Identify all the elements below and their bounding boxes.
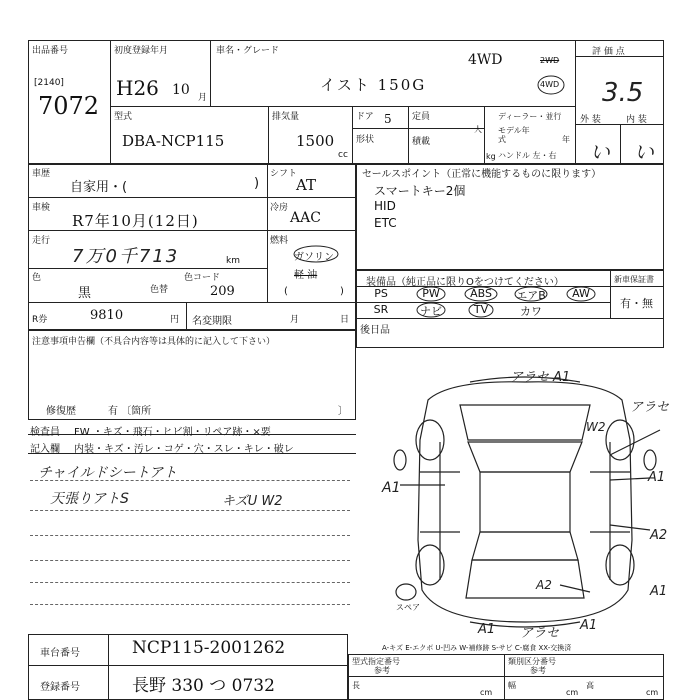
fuel-circle <box>290 244 346 264</box>
car-name: イスト 150G <box>320 76 427 94</box>
seats-label: 定員 <box>412 112 431 122</box>
sales-label: セールスポイント（正常に機能するものに限ります） <box>362 169 602 180</box>
int-grade: い <box>634 140 654 164</box>
warranty-label: 新車保証書 <box>614 275 654 284</box>
reg-era: H26 <box>116 76 159 100</box>
doors: 5 <box>384 112 392 126</box>
disp-label: 排気量 <box>272 112 300 122</box>
history-close: ) <box>254 176 260 191</box>
score-label: 評 価 点 <box>592 47 625 57</box>
recycle-unit: 円 <box>170 315 180 325</box>
year-unit: 年 <box>562 135 570 144</box>
inspect-label: 検査員 <box>30 427 60 438</box>
model-code: DBA-NCP115 <box>122 132 225 150</box>
mark-front-right: アラセ <box>630 400 670 415</box>
dealer-label: ディーラー・並行 <box>498 112 562 121</box>
mark-front: アラセ A1 <box>510 370 571 385</box>
person-unit: 人 <box>474 125 482 134</box>
reg-month-unit: 月 <box>198 93 208 103</box>
fuel-gas: ガソリン <box>294 252 334 263</box>
rear-seat-label: 後日品 <box>360 325 390 336</box>
chassis-label: 車台番号 <box>40 648 80 659</box>
reg-label: 初度登録年月 <box>114 46 169 56</box>
spare-label: スペア <box>396 603 420 612</box>
warranty-value: 有・無 <box>620 297 653 310</box>
lot-label: 出品番号 <box>32 46 69 56</box>
repair-close: 〕 <box>338 406 348 417</box>
reg-month: 10 <box>172 82 190 98</box>
color-value: 黒 <box>78 286 92 301</box>
equip-circles <box>356 284 610 320</box>
handle-label: ハンドル 左・右 <box>498 151 557 160</box>
mark-rear-center: アラセ <box>520 626 560 641</box>
history-label: 車歴 <box>32 169 51 179</box>
color-code-label: 色コード <box>184 273 221 283</box>
inspection-value: R7年10月(12日) <box>72 212 199 230</box>
disp-unit: cc <box>338 150 348 160</box>
type-designation-label: 型式指定番号 <box>352 657 400 666</box>
mileage-label: 走行 <box>32 236 51 246</box>
mark-rear-a1-right: A1 <box>580 618 598 633</box>
int-label: 内 装 <box>626 115 647 125</box>
mark-rear-a2: A2 <box>536 578 552 592</box>
entry-label: 記入欄 <box>30 444 60 455</box>
mileage-unit: km <box>226 256 240 266</box>
name-label: 車名・グレード <box>216 46 280 56</box>
displacement: 1500 <box>296 132 335 150</box>
fuel-paren-open: ( <box>284 286 288 297</box>
plate-label: 登録番号 <box>40 682 80 693</box>
ac-label: 冷房 <box>270 203 289 213</box>
equip-ps: PS <box>374 287 388 300</box>
mark-right-w2: W2 <box>586 420 606 434</box>
sales-point: HID <box>374 199 396 213</box>
repair-label: 修復歴 <box>46 406 76 417</box>
recycle-label: R券 <box>32 315 48 325</box>
entry-row: 内装・キズ・汚レ・コゲ・穴・スレ・キレ・破レ <box>74 444 294 455</box>
name-change-month: 月 <box>290 315 300 325</box>
drive-type: 4WD <box>468 52 503 68</box>
shape-label: 形状 <box>356 135 375 145</box>
mark-right-a1-upper: A1 <box>648 470 666 485</box>
mark-rear-right-a1: A1 <box>650 584 668 599</box>
width-unit: cm <box>566 688 579 697</box>
length-label: 長 <box>352 681 360 690</box>
ext-label: 外 装 <box>580 115 601 125</box>
drive-circle <box>536 74 566 96</box>
recycle-value: 9810 <box>90 308 124 323</box>
equip-leather: カワ <box>520 305 542 318</box>
fuel-diesel: 軽 油 <box>294 270 318 281</box>
equip-pw: PW <box>422 287 440 300</box>
history-value: 自家用・( <box>70 180 128 195</box>
load-unit: kg <box>486 152 496 161</box>
notes-label: 注意事項申告欄（不具合内容等は具体的に記入して下さい） <box>32 337 276 347</box>
type-class-label: 類別区分番号 <box>508 657 556 666</box>
shift: AT <box>296 176 317 194</box>
inspect-row: FW ・キズ・飛石・ヒビ割・リペア跡・×要 <box>74 427 271 438</box>
height-label: 高 <box>586 681 594 690</box>
lot-number: 7072 <box>38 92 100 120</box>
inspection-label: 車検 <box>32 203 51 213</box>
fuel-paren-close: ) <box>340 286 344 297</box>
equip-label: 装備品（純正品に限りOをつけてください） <box>366 277 564 288</box>
hand-note-1: チャイルドシートアト <box>38 465 178 481</box>
width-label: 幅 <box>508 681 516 690</box>
chassis-number: NCP115-2001262 <box>132 638 286 658</box>
equip-tv: TV <box>473 303 489 316</box>
name-change-day: 日 <box>340 315 350 325</box>
equip-aw: AW <box>572 287 590 300</box>
color-code: 209 <box>210 284 235 299</box>
model-year-label: モデル年式 <box>498 126 530 144</box>
type-designation-ref: 参考 <box>374 666 390 675</box>
lot-prefix: [2140] <box>34 78 64 88</box>
mark-rear-a1-left: A1 <box>478 622 496 637</box>
equip-airbag: エアB <box>516 289 546 302</box>
sales-list <box>374 182 465 233</box>
hand-note-3: キズU W2 <box>222 494 283 509</box>
color-change-label: 色替 <box>150 285 169 295</box>
height-unit: cm <box>646 688 659 697</box>
damage-legend: A-キズ E-エクボ U-凹み W-補修跡 S-サビ C-腐食 XX-交換済 <box>382 644 572 652</box>
mileage: 7万0千713 <box>72 246 180 267</box>
color-label: 色 <box>32 273 42 283</box>
name-change-label: 名変期限 <box>192 316 232 327</box>
score-value: 3.5 <box>602 78 644 108</box>
hand-note-2: 天張りアトS <box>50 491 129 507</box>
sales-point: ETC <box>374 216 397 230</box>
sales-point: スマートキー2個 <box>374 184 466 198</box>
type-class-ref: 参考 <box>530 666 546 675</box>
shift-label: シフト <box>270 169 298 179</box>
mark-right-a2: A2 <box>650 528 668 543</box>
repair-label-prefix: 有 〔箇所 <box>108 406 152 417</box>
length-unit: cm <box>480 688 493 697</box>
plate-number: 長野 330 つ 0732 <box>132 676 275 696</box>
mark-left-a1: A1 <box>382 480 401 496</box>
load-label: 積載 <box>412 137 431 147</box>
drive-option-4wd: 4WD <box>540 80 560 89</box>
model-label: 型式 <box>114 112 133 122</box>
drive-option-2wd: 2WD <box>540 56 560 65</box>
ext-grade: い <box>590 140 610 164</box>
equip-abs: ABS <box>470 287 492 300</box>
equip-sr: SR <box>373 303 389 316</box>
ac: AAC <box>290 210 321 226</box>
fuel-label: 燃料 <box>270 236 289 246</box>
equip-navi: ナビ <box>420 305 442 318</box>
doors-label: ドア <box>356 112 374 122</box>
